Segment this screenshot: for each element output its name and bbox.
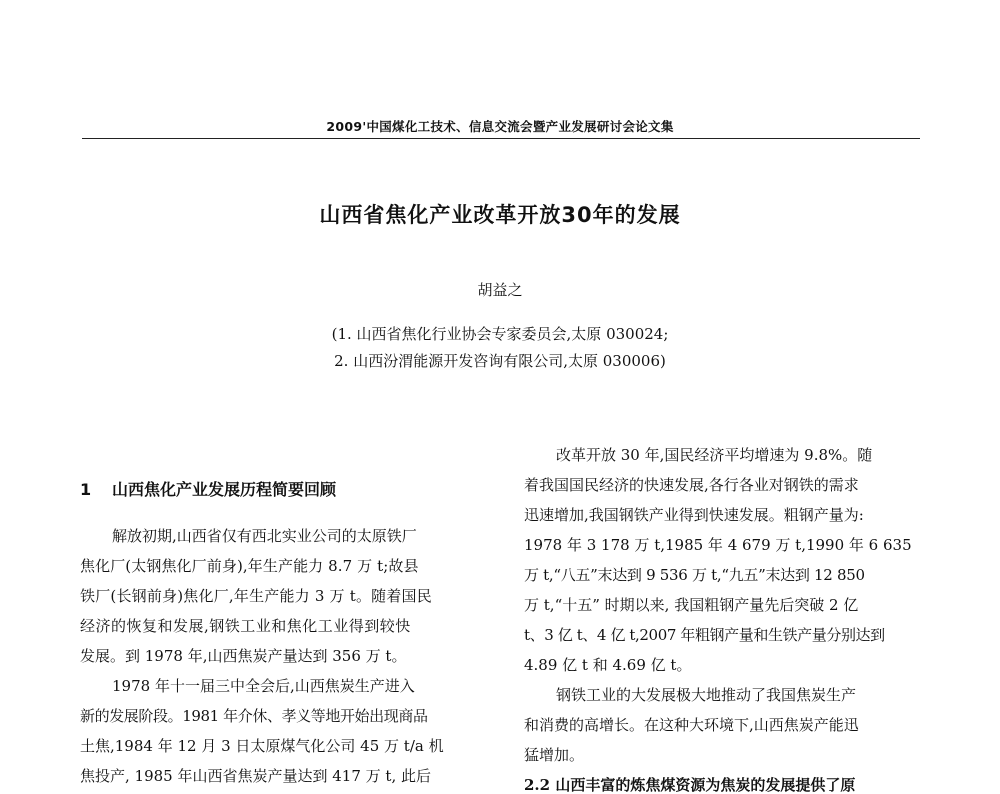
body-line: 万 t,“八五”末达到 9 536 万 t,“九五”末达到 12 850	[524, 566, 865, 584]
body-line: 土焦,1984 年 12 月 3 日太原煤气化公司 45 万 t/a 机	[80, 737, 444, 755]
affiliation-2: 2. 山西汾渭能源开发咨询有限公司,太原 030006)	[334, 352, 666, 370]
affiliation-1: (1. 山西省焦化行业协会专家委员会,太原 030024;	[331, 325, 669, 343]
body-line: 1978 年十一届三中全会后,山西焦炭生产进入	[112, 677, 415, 695]
body-line: t、3 亿 t、4 亿 t,2007 年粗钢产量和生铁产量分别达到	[524, 626, 885, 644]
body-line: 1978 年 3 178 万 t,1985 年 4 679 万 t,1990 年 6 635	[524, 536, 912, 554]
section-heading-1	[80, 477, 336, 500]
paper-title: 山西省焦化产业改革开放30年的发展	[319, 203, 681, 227]
author-name: 胡益之	[477, 281, 523, 299]
running-head: 2009'中国煤化工技术、信息交流会暨产业发展研讨会论文集	[326, 119, 674, 134]
body-line: 解放初期,山西省仅有西北实业公司的太原铁厂	[112, 527, 417, 545]
body-line: 发展。到 1978 年,山西焦炭产量达到 356 万 t。	[80, 647, 407, 665]
body-line: 改革开放 30 年,国民经济平均增速为 9.8%。随	[556, 446, 873, 464]
body-line: 新的发展阶段。1981 年介休、孝义等地开始出现商品	[80, 707, 428, 725]
body-line: 焦化厂(太钢焦化厂前身),年生产能力 8.7 万 t;故县	[80, 557, 419, 575]
body-line: 着我国国民经济的快速发展,各行各业对钢铁的需求	[524, 476, 859, 494]
section-number: 1	[80, 480, 92, 499]
body-line: 和消费的高增长。在这种大环境下,山西焦炭产能迅	[524, 716, 859, 734]
body-line: 万 t,“十五” 时期以来, 我国粗钢产量先后突破 2 亿	[524, 596, 859, 614]
body-line: 4.89 亿 t 和 4.69 亿 t。	[524, 656, 692, 674]
header-rule	[82, 138, 920, 139]
body-line: 迅速增加,我国钢铁产业得到快速发展。粗钢产量为:	[524, 506, 864, 524]
body-line: 铁厂(长钢前身)焦化厂,年生产能力 3 万 t。随着国民	[80, 587, 432, 605]
body-line: 猛增加。	[524, 746, 585, 764]
body-line: 焦投产, 1985 年山西省焦炭产量达到 417 万 t, 此后	[80, 767, 431, 785]
subsection-heading: 2.2 山西丰富的炼焦煤资源为焦炭的发展提供了原	[524, 776, 856, 794]
body-line: 经济的恢复和发展,钢铁工业和焦化工业得到较快	[80, 617, 411, 635]
section-title: 山西焦化产业发展历程简要回顾	[112, 480, 337, 499]
body-line: 钢铁工业的大发展极大地推动了我国焦炭生产	[556, 686, 857, 704]
